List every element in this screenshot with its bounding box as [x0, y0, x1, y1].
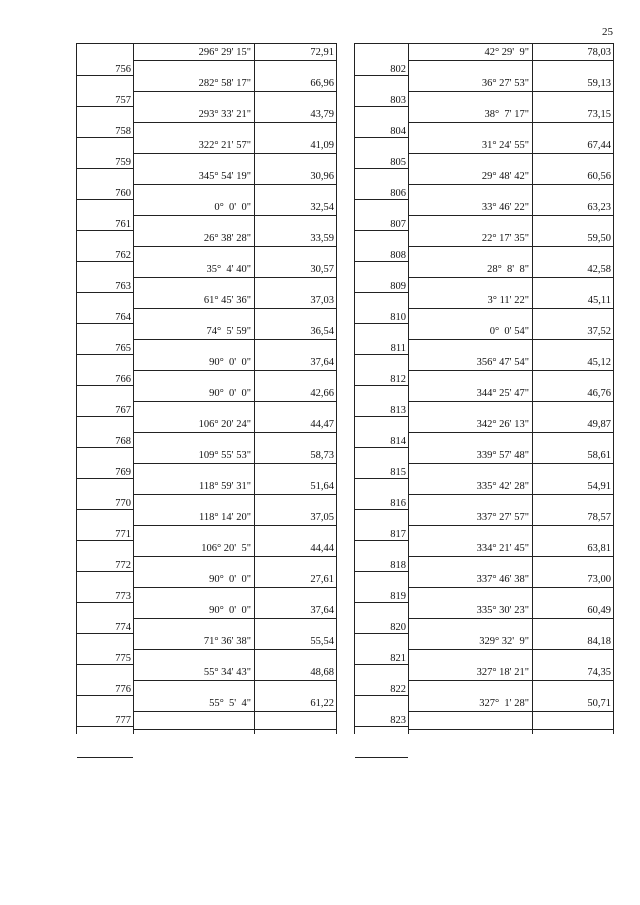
distance-value: 37,05	[310, 512, 334, 523]
bearing-angle: 282° 58' 17"	[198, 78, 251, 89]
distance-value: 37,52	[587, 326, 611, 337]
distance-value: 72,91	[310, 47, 334, 58]
distance-value: 74,35	[587, 667, 611, 678]
measurement-cell	[133, 664, 336, 681]
bearing-angle: 118° 14' 20"	[199, 512, 251, 523]
bearing-angle: 28° 8' 8"	[487, 264, 529, 275]
distance-value: 63,81	[587, 543, 611, 554]
bearing-angle: 296° 29' 15"	[198, 47, 251, 58]
point-number: 805	[390, 157, 406, 168]
bearing-angle: 337° 46' 38"	[476, 574, 529, 585]
point-number: 773	[115, 591, 131, 602]
distance-value: 44,44	[310, 543, 334, 554]
point-number: 763	[115, 281, 131, 292]
point-number: 762	[115, 250, 131, 261]
empty-measurement-cell	[408, 726, 613, 730]
table-row	[355, 715, 613, 757]
measurement-cell	[408, 137, 613, 154]
point-number: 776	[115, 684, 131, 695]
measurement-cell	[133, 385, 336, 402]
point-number: 772	[115, 560, 131, 571]
point-number: 770	[115, 498, 131, 509]
bearing-angle: 36° 27' 53"	[481, 78, 529, 89]
distance-value: 51,64	[310, 481, 334, 492]
point-number: 822	[390, 684, 406, 695]
point-number: 760	[115, 188, 131, 199]
point-number: 771	[115, 529, 131, 540]
measurement-cell	[133, 602, 336, 619]
distance-value: 45,12	[587, 357, 611, 368]
measurement-cell	[408, 354, 613, 371]
measurement-cell	[133, 261, 336, 278]
distance-value: 44,47	[310, 419, 334, 430]
bearing-angle: 90° 0' 0"	[209, 357, 251, 368]
measurement-cell	[408, 230, 613, 247]
table-row	[77, 715, 336, 757]
point-number: 764	[115, 312, 131, 323]
point-number: 807	[390, 219, 406, 230]
distance-value: 30,57	[310, 264, 334, 275]
measurement-cell	[408, 633, 613, 650]
measurement-cell	[408, 323, 613, 340]
point-number: 775	[115, 653, 131, 664]
bearing-angle: 345° 54' 19"	[198, 171, 251, 182]
point-number: 821	[390, 653, 406, 664]
distance-value: 63,23	[587, 202, 611, 213]
bearing-angle: 344° 25' 47"	[476, 388, 529, 399]
bearing-angle: 38° 7' 17"	[484, 109, 529, 120]
measurement-cell	[133, 137, 336, 154]
distance-value: 59,13	[587, 78, 611, 89]
bearing-angle: 106° 20' 5"	[201, 543, 251, 554]
measurement-cell	[408, 261, 613, 278]
bearing-angle: 0° 0' 0"	[214, 202, 251, 213]
measurement-cell	[408, 44, 613, 61]
bearing-angle: 327° 18' 21"	[476, 667, 529, 678]
point-number: 814	[390, 436, 406, 447]
bearing-angle: 106° 20' 24"	[198, 419, 251, 430]
point-number: 758	[115, 126, 131, 137]
distance-value: 49,87	[587, 419, 611, 430]
distance-value: 60,49	[587, 605, 611, 616]
bearing-angle: 339° 57' 48"	[476, 450, 529, 461]
distance-value: 61,22	[310, 698, 334, 709]
distance-value: 41,09	[310, 140, 334, 151]
measurement-cell	[133, 571, 336, 588]
measurement-cell	[408, 106, 613, 123]
row-divider	[355, 757, 408, 758]
bearing-angle: 61° 45' 36"	[203, 295, 251, 306]
measurement-cell	[133, 633, 336, 650]
measurement-cell	[408, 292, 613, 309]
bearing-angle: 293° 33' 21"	[198, 109, 251, 120]
point-number: 817	[390, 529, 406, 540]
distance-value: 42,66	[310, 388, 334, 399]
measurement-cell	[133, 106, 336, 123]
point-number: 813	[390, 405, 406, 416]
measurement-cell	[408, 199, 613, 216]
bearing-angle: 109° 55' 53"	[198, 450, 251, 461]
point-number: 809	[390, 281, 406, 292]
point-number: 802	[390, 64, 406, 75]
point-number: 816	[390, 498, 406, 509]
measurement-cell	[408, 385, 613, 402]
bearing-angle: 335° 42' 28"	[476, 481, 529, 492]
distance-value: 46,76	[587, 388, 611, 399]
measurement-cell	[408, 571, 613, 588]
measurement-cell	[133, 230, 336, 247]
bearing-angle: 55° 34' 43"	[203, 667, 251, 678]
bearing-angle: 74° 5' 59"	[206, 326, 251, 337]
point-number: 818	[390, 560, 406, 571]
distance-value: 30,96	[310, 171, 334, 182]
bearing-angle: 26° 38' 28"	[203, 233, 251, 244]
measurement-cell	[133, 478, 336, 495]
distance-value: 67,44	[587, 140, 611, 151]
distance-value: 73,00	[587, 574, 611, 585]
measurement-cell	[408, 602, 613, 619]
measurement-cell	[133, 416, 336, 433]
measurement-cell	[133, 509, 336, 526]
point-number: 761	[115, 219, 131, 230]
measurement-cell	[408, 664, 613, 681]
point-number: 812	[390, 374, 406, 385]
bearing-angle: 337° 27' 57"	[476, 512, 529, 523]
measurement-cell	[133, 168, 336, 185]
bearing-angle: 90° 0' 0"	[209, 574, 251, 585]
point-number: 767	[115, 405, 131, 416]
measurement-cell	[408, 695, 613, 712]
bearing-angle: 342° 26' 13"	[476, 419, 529, 430]
distance-value: 58,73	[310, 450, 334, 461]
distance-value: 66,96	[310, 78, 334, 89]
measurement-cell	[408, 509, 613, 526]
point-number: 823	[390, 715, 406, 726]
point-number: 820	[390, 622, 406, 633]
distance-value: 33,59	[310, 233, 334, 244]
point-number: 759	[115, 157, 131, 168]
bearing-angle: 29° 48' 42"	[481, 171, 529, 182]
distance-value: 42,58	[587, 264, 611, 275]
distance-value: 45,11	[587, 295, 611, 306]
distance-value: 50,71	[587, 698, 611, 709]
distance-value: 37,64	[310, 357, 334, 368]
distance-value: 37,64	[310, 605, 334, 616]
point-number: 769	[115, 467, 131, 478]
point-number: 815	[390, 467, 406, 478]
point-number: 777	[115, 715, 131, 726]
bearing-angle: 327° 1' 28"	[479, 698, 529, 709]
distance-value: 60,56	[587, 171, 611, 182]
point-number: 804	[390, 126, 406, 137]
bearing-angle: 71° 36' 38"	[203, 636, 251, 647]
measurement-cell	[133, 44, 336, 61]
bearing-angle: 90° 0' 0"	[209, 388, 251, 399]
bearing-angle: 334° 21' 45"	[476, 543, 529, 554]
measurement-cell	[408, 168, 613, 185]
bearing-angle: 33° 46' 22"	[481, 202, 529, 213]
point-number: 756	[115, 64, 131, 75]
measurement-cell	[133, 292, 336, 309]
bearing-angle: 90° 0' 0"	[209, 605, 251, 616]
measurement-cell	[133, 75, 336, 92]
measurement-cell	[133, 199, 336, 216]
distance-value: 58,61	[587, 450, 611, 461]
bearing-angle: 31° 24' 55"	[481, 140, 529, 151]
bearing-angle: 55° 5' 4"	[209, 698, 251, 709]
distance-value: 78,57	[587, 512, 611, 523]
distance-value: 36,54	[310, 326, 334, 337]
row-divider	[77, 757, 133, 758]
bearing-angle: 329° 32' 9"	[479, 636, 529, 647]
measurement-cell	[133, 695, 336, 712]
point-number: 819	[390, 591, 406, 602]
distance-value: 59,50	[587, 233, 611, 244]
distance-value: 78,03	[587, 47, 611, 58]
measurement-cell	[133, 323, 336, 340]
distance-value: 48,68	[310, 667, 334, 678]
measurement-cell	[133, 354, 336, 371]
left-coordinate-table	[76, 43, 337, 734]
bearing-angle: 322° 21' 57"	[198, 140, 251, 151]
point-number: 768	[115, 436, 131, 447]
measurement-cell	[408, 75, 613, 92]
right-coordinate-table	[354, 43, 614, 734]
bearing-angle: 356° 47' 54"	[476, 357, 529, 368]
point-number: 806	[390, 188, 406, 199]
point-number: 810	[390, 312, 406, 323]
distance-value: 37,03	[310, 295, 334, 306]
distance-value: 54,91	[587, 481, 611, 492]
distance-value: 43,79	[310, 109, 334, 120]
distance-value: 84,18	[587, 636, 611, 647]
bearing-angle: 118° 59' 31"	[199, 481, 251, 492]
point-number: 803	[390, 95, 406, 106]
distance-value: 32,54	[310, 202, 334, 213]
point-number: 774	[115, 622, 131, 633]
point-number: 766	[115, 374, 131, 385]
measurement-cell	[408, 447, 613, 464]
bearing-angle: 335° 30' 23"	[476, 605, 529, 616]
distance-value: 73,15	[587, 109, 611, 120]
bearing-angle: 3° 11' 22"	[487, 295, 529, 306]
measurement-cell	[408, 478, 613, 495]
point-number: 811	[390, 343, 406, 354]
empty-measurement-cell	[133, 726, 336, 730]
bearing-angle: 35° 4' 40"	[206, 264, 251, 275]
bearing-angle: 42° 29' 9"	[484, 47, 529, 58]
measurement-cell	[133, 447, 336, 464]
point-number: 765	[115, 343, 131, 354]
page-number: 25	[602, 26, 613, 38]
measurement-cell	[133, 540, 336, 557]
distance-value: 27,61	[310, 574, 334, 585]
bearing-angle: 22° 17' 35"	[481, 233, 529, 244]
point-number: 808	[390, 250, 406, 261]
point-number: 757	[115, 95, 131, 106]
measurement-cell	[408, 416, 613, 433]
distance-value: 55,54	[310, 636, 334, 647]
bearing-angle: 0° 0' 54"	[489, 326, 529, 337]
measurement-cell	[408, 540, 613, 557]
